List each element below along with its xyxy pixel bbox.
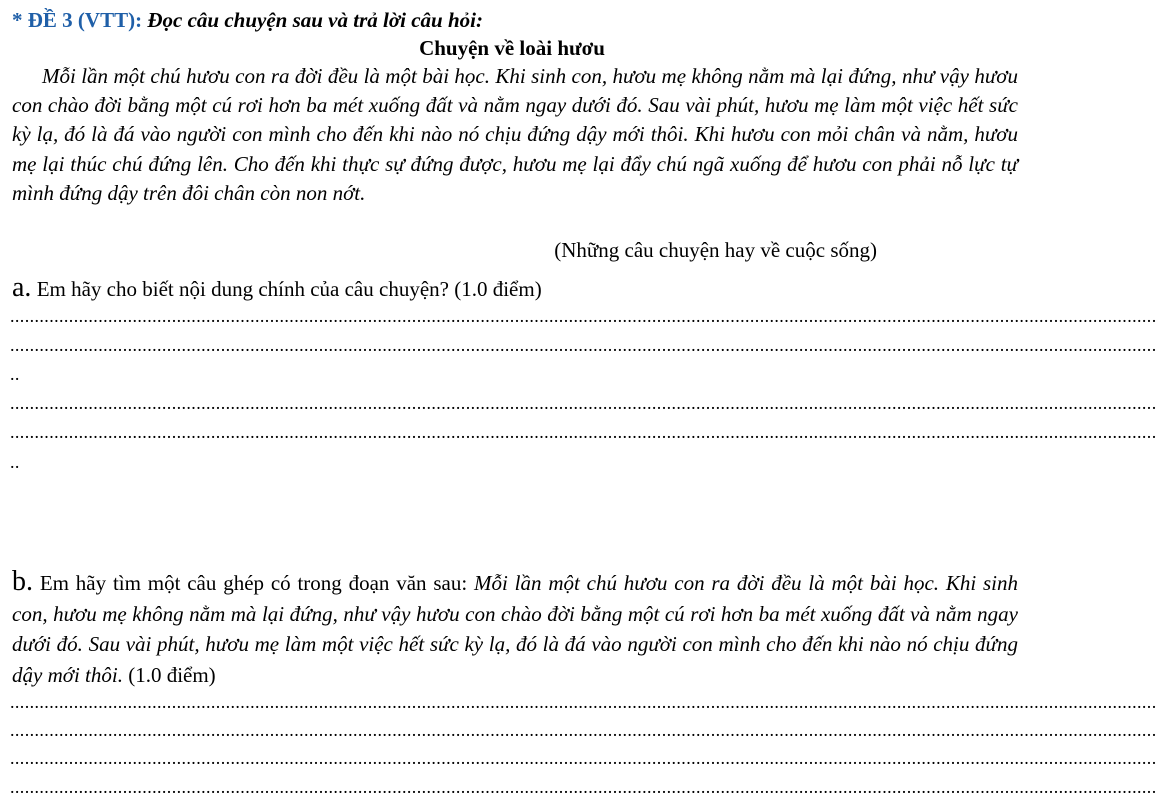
story-passage: Mỗi lần một chú hươu con ra đời đều là một bài học. Khi sinh con, hươu mẹ không nằm mà lại đứng, như vậy hươu con chào đời bằng một cú rơi hơn ba mét xuống đất và nằm ngay dưới đó. Sau vài phút, hươu mẹ làm một việc hết sức kỳ lạ, đó là đá vào người con mình cho đến khi nào nó chịu đứng dậy mới thôi. Khi hươu con mỏi chân và nằm, hươu mẹ lại thúc chú đứng lên. Cho đến khi thực sự đứng được, hươu mẹ lại đẩy chú ngã xuống để hươu con phải nỗ lực tự mình đứng dậy trên đôi chân còn non nớt. bbox=[12, 64, 1018, 205]
answer-a-line-2[interactable]: .......................................................................................................................................................................................................................................... bbox=[10, 335, 1157, 355]
question-a bbox=[12, 274, 1012, 303]
question-b bbox=[12, 567, 1018, 690]
question-b-text: Em hãy tìm một câu ghép có trong đoạn văn sau: bbox=[39, 571, 468, 595]
question-a-letter: a. bbox=[12, 272, 32, 303]
question-b-letter: b. bbox=[12, 566, 33, 597]
question-a-text: Em hãy cho biết nội dung chính của câu chuyện? (1.0 điểm) bbox=[36, 277, 542, 301]
answer-b-line-3[interactable]: .......................................................................................................................................................................................................................................... bbox=[10, 748, 1157, 768]
answer-a-line-5[interactable]: .......................................................................................................................................................................................................................................... bbox=[10, 422, 1157, 442]
answer-a-line-6[interactable]: .. bbox=[10, 452, 20, 472]
story-source: (Những câu chuyện hay về cuộc sống) bbox=[554, 238, 877, 262]
exam-instruction: Đọc câu chuyện sau và trả lời câu hỏi: bbox=[147, 8, 483, 32]
question-b-quote: Mỗi lần một chú hươu con ra đời đều là một bài học. Khi sinh con, hươu mẹ không nằm mà lại đứng, như vậy hươu con chào đời bằng một cú rơi hơn ba mét xuống đất và nằm ngay dưới đó. Sau vài phút, hươu mẹ làm một việc hết sức kỳ lạ, đó là đá vào người con mình cho đến khi nào nó chịu đứng dậy mới thôi. bbox=[12, 571, 1019, 687]
answer-b-line-2[interactable]: .......................................................................................................................................................................................................................................... bbox=[10, 720, 1157, 740]
answer-a-line-4[interactable]: .......................................................................................................................................................................................................................................... bbox=[10, 393, 1157, 413]
exam-heading bbox=[12, 6, 1012, 34]
answer-b-line-1[interactable]: .......................................................................................................................................................................................................................................... bbox=[10, 692, 1157, 712]
answer-b-line-4[interactable]: .......................................................................................................................................................................................................................................... bbox=[10, 777, 1157, 797]
answer-a-line-1[interactable]: .......................................................................................................................................................................................................................................... bbox=[10, 306, 1157, 326]
question-b-points: (1.0 điểm) bbox=[128, 662, 216, 687]
exam-label: * ĐỀ 3 (VTT): bbox=[12, 8, 143, 32]
answer-a-line-3[interactable]: .. bbox=[10, 364, 20, 384]
story-title: Chuyện về loài hươu bbox=[419, 36, 605, 60]
